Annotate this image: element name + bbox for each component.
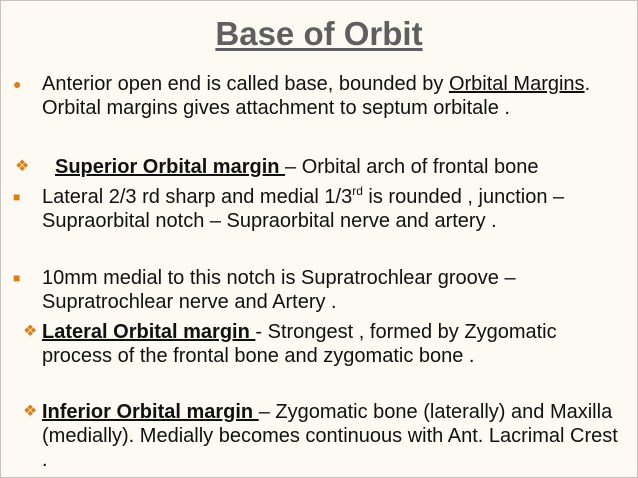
slide-title: Base of Orbit [215, 15, 423, 52]
bullet-text [42, 400, 623, 472]
bullet-text [42, 72, 623, 120]
lateral-margin-heading: Lateral Orbital margin [42, 321, 256, 343]
text-run: - Strongest , formed by Zygomatic process of the frontal bone and zygomatic bone . [42, 321, 557, 367]
orbital-margins-term: Orbital Margins [448, 73, 585, 95]
bullet-text [42, 320, 623, 368]
bullet-text [55, 155, 623, 179]
diamond-icon: ❖ [23, 323, 38, 340]
text-run: – Zygomatic bone (laterally) and Maxilla (medially). Medially becomes continuous with Ant. Lacrimal Crest . [42, 401, 618, 471]
text-run: . Orbital margins gives attachment to septum orbitale . [42, 73, 591, 119]
text-run: Anterior open end is called base, bounded by [42, 73, 449, 95]
bullet-text [42, 185, 623, 233]
inferior-margin-heading: Inferior Orbital margin [42, 401, 259, 423]
square-icon: ■ [13, 271, 21, 285]
square-icon: ■ [13, 190, 21, 204]
text-run: – Orbital arch of frontal bone [285, 156, 539, 178]
dot-icon: ● [13, 76, 22, 92]
text-run: Lateral 2/3 rd sharp and medial 1/3 [42, 186, 353, 208]
superscript: rd [352, 184, 363, 198]
text-run: is rounded , junction – Supraorbital notch – Supraorbital nerve and artery . [42, 186, 565, 232]
diamond-icon: ❖ [15, 158, 30, 175]
bullet-text: 10mm medial to this notch is Supratrochlear groove – Supratrochlear nerve and Artery . [42, 267, 516, 313]
superior-margin-heading: Superior Orbital margin [55, 156, 286, 178]
diamond-icon: ❖ [23, 403, 38, 420]
